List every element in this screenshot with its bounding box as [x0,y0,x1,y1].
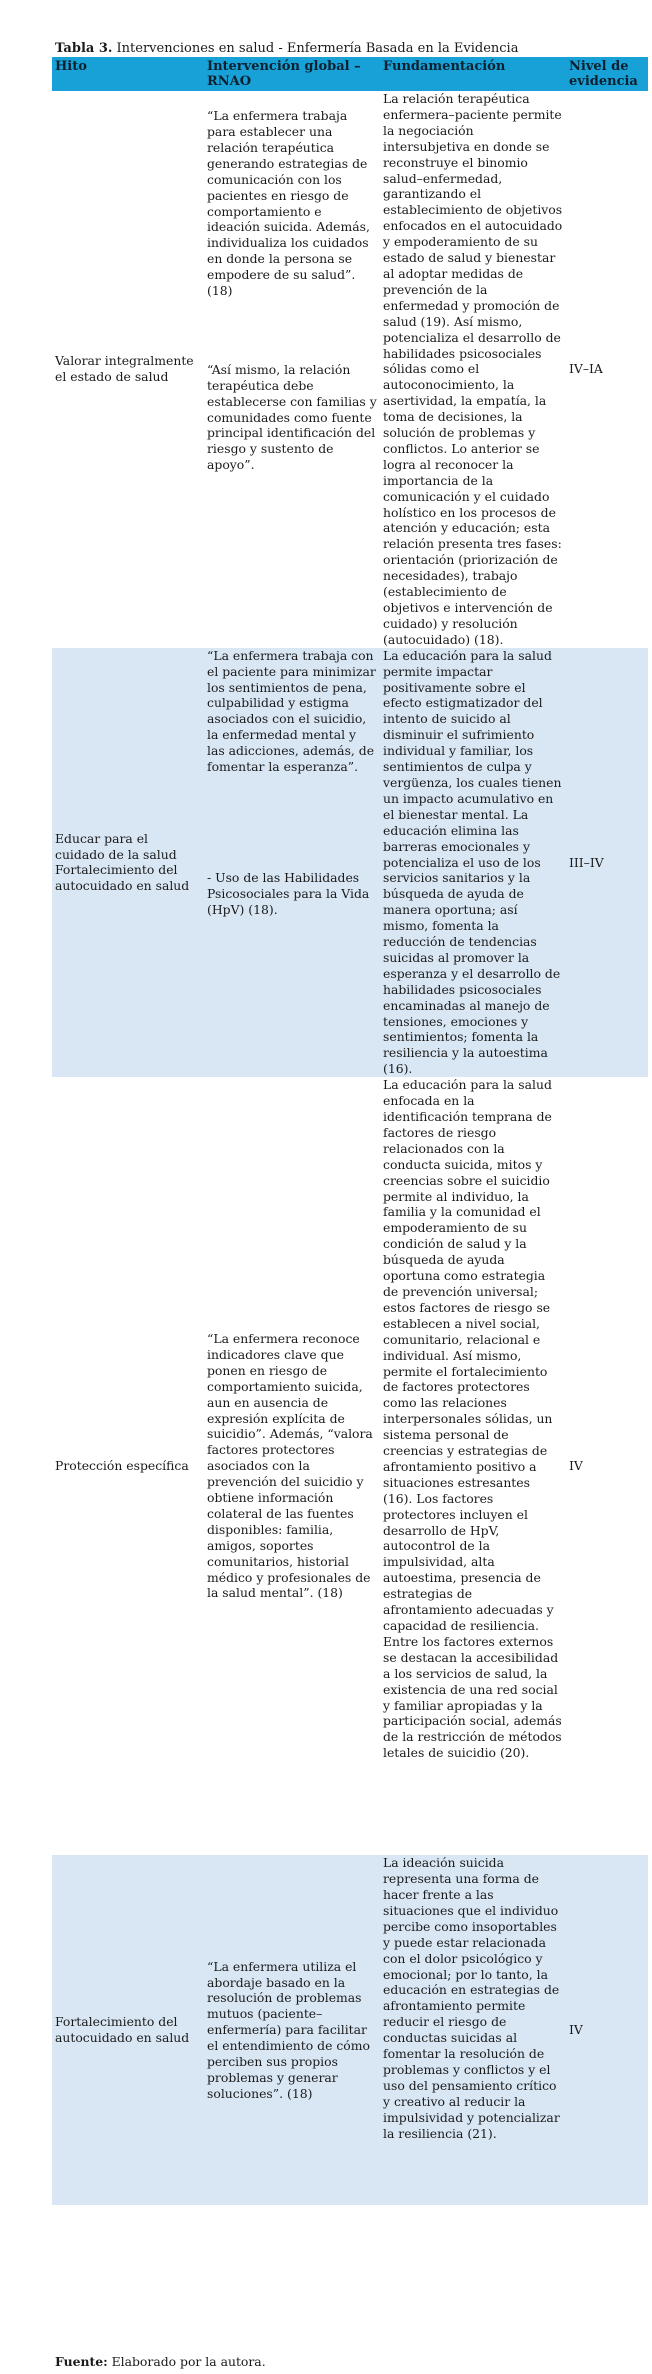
cell-fundamentacion: La ideación suicida representa una forma de hacer frente a las situaciones que el individuo percibe como insoportables y puede estar relacionada con el dolor psicológico y emocional; por lo tanto, la educación en estrategias de afrontamiento permite reducir el riesgo de conductas suicidas al fomentar la resolución de problemas y conflictos y el uso del pensamiento crítico y creativo al reducir la impulsividad y potencializar la resiliencia (21). [380,1855,566,2205]
header-fundamentacion: Fundamentación [380,57,566,91]
cell-nivel: III–IV [566,648,648,1077]
header-hito: Hito [52,57,204,91]
footnote-text: Elaborado por la autora. [107,2354,266,2369]
table-row [52,1855,648,2205]
cell-fundamentacion: La relación terapéutica enfermera–paciente permite la negociación intersubjetiva en donde se reconstruye el binomio salud–enfermedad, garantizando el establecimiento de objetivos enfocados en el autocuidado y empoderamiento de su estado de salud y bienestar al adoptar medidas de prevención de la enfermedad y promoción de salud (19). Así mismo, potencializa el desarrollo de habilidades psicosociales sólidas como el autoconocimiento, la asertividad, la empatía, la toma de decisiones, la solución de problemas y conflictos. Lo anterior se logra al reconocer la importancia de la comunicación y el cuidado holístico en los procesos de atención y educación; esta relación presenta tres fases: orientación (priorización de necesidades), trabajo (establecimiento de objetivos e intervención de cuidado) y resolución (autocuidado) (18). [380,91,566,648]
header-nivel: Nivel de evidencia [566,57,648,91]
caption-label: Tabla 3. [55,41,113,56]
intervention-text: - Uso de las Habilidades Psicosociales para la Vida (HpV) (18). [207,869,370,917]
footnote-label: Fuente: [55,2354,108,2369]
table-row [52,1077,648,1855]
cell-hito: Educar para el cuidado de la salud Fortalecimiento del autocuidado en salud [52,648,204,1077]
cell-nivel: IV [566,1077,648,1855]
cell-hito: Fortalecimiento del autocuidado en salud [52,1855,204,2205]
cell-nivel: IV [566,1855,648,2205]
cell-intervencion: “La enfermera reconoce indicadores clave que ponen en riesgo de comportamiento suicida, aun en ausencia de expresión explícita de suicidio”. Además, “valora factores protectores asociados con la prevención del suicidio y obtiene información colateral de las fuentes disponibles: familia, amigos, soportes comunitarios, historial médico y profesionales de la salud mental”. (18) [204,1077,380,1855]
cell-intervencion [204,91,380,648]
cell-hito: Valorar integralmente el estado de salud [52,91,204,648]
cell-fundamentacion: La educación para la salud enfocada en la identificación temprana de factores de riesgo relacionados con la conducta suicida, mitos y creencias sobre el suicidio permite al individuo, la familia y la comunidad el empoderamiento de su condición de salud y la búsqueda de ayuda oportuna como estrategia de prevención universal; estos factores de riesgo se establecen a nivel social, comunitario, relacional e individual. Así mismo, permite el fortalecimiento de factores protectores como las relaciones interpersonales sólidas, un sistema personal de creencias y estrategias de afrontamiento positivo a situaciones estresantes (16). Los factores protectores incluyen el desarrollo de HpV, autocontrol de la impulsividad, alta autoestima, presencia de estrategias de afrontamiento adecuadas y capacidad de resiliencia. Entre los factores externos se destacan la accesibilidad a los servicios de salud, la existencia de una red social y familiar apropiadas y la participación social, además de la restricción de métodos letales de suicidio (20). [380,1077,566,1855]
interventions-table [52,57,648,2205]
cell-hito: Protección específica [52,1077,204,1855]
cell-fundamentacion: La educación para la salud permite impactar positivamente sobre el efecto estigmatizador del intento de suicido al disminuir el sufrimiento individual y familiar, los sentimientos de culpa y vergüenza, los cuales tienen un impacto acumulativo en el bienestar mental. La educación elimina las barreras emocionales y potencializa el uso de los servicios sanitarios y la búsqueda de ayuda de manera oportuna; así mismo, fomenta la reducción de tendencias suicidas al promover la esperanza y el desarrollo de habilidades psicosociales encaminadas al manejo de tensiones, emociones y sentimientos; fomenta la resiliencia y la autoestima (16). [380,648,566,1077]
intervention-text: “Así mismo, la relación terapéutica debe establecerse con familias y comunidades como fuente principal identificación del riesgo y sustento de apoyo”. [207,361,377,473]
cell-intervencion [204,648,380,1077]
caption-text: Intervenciones en salud - Enfermería Basada en la Evidencia [112,41,519,56]
intervention-text: “La enfermera trabaja con el paciente para minimizar los sentimientos de pena, culpabilidad y estigma asociados con el suicidio, la enfermedad mental y las adicciones, además, de fomentar la esperanza”. [207,647,376,775]
table-row [52,91,648,648]
cell-nivel: IV–IA [566,91,648,648]
cell-intervencion: “La enfermera utiliza el abordaje basado en la resolución de problemas mutuos (paciente–enfermería) para facilitar el entendimiento de cómo perciben sus propios problemas y generar soluciones”. (18) [204,1855,380,2205]
intervention-text: “La enfermera trabaja para establecer una relación terapéutica generando estrategias de comunicación con los pacientes en riesgo de comportamiento e ideación suicida. Además, individualiza los cuidados en donde la persona se empodere de su salud”. (18) [207,108,370,299]
table-caption [55,41,518,57]
table-row [52,648,648,1077]
table-header-row [52,57,648,91]
header-intervencion: Intervención global – RNAO [204,57,380,91]
table-footnote [55,2354,266,2369]
